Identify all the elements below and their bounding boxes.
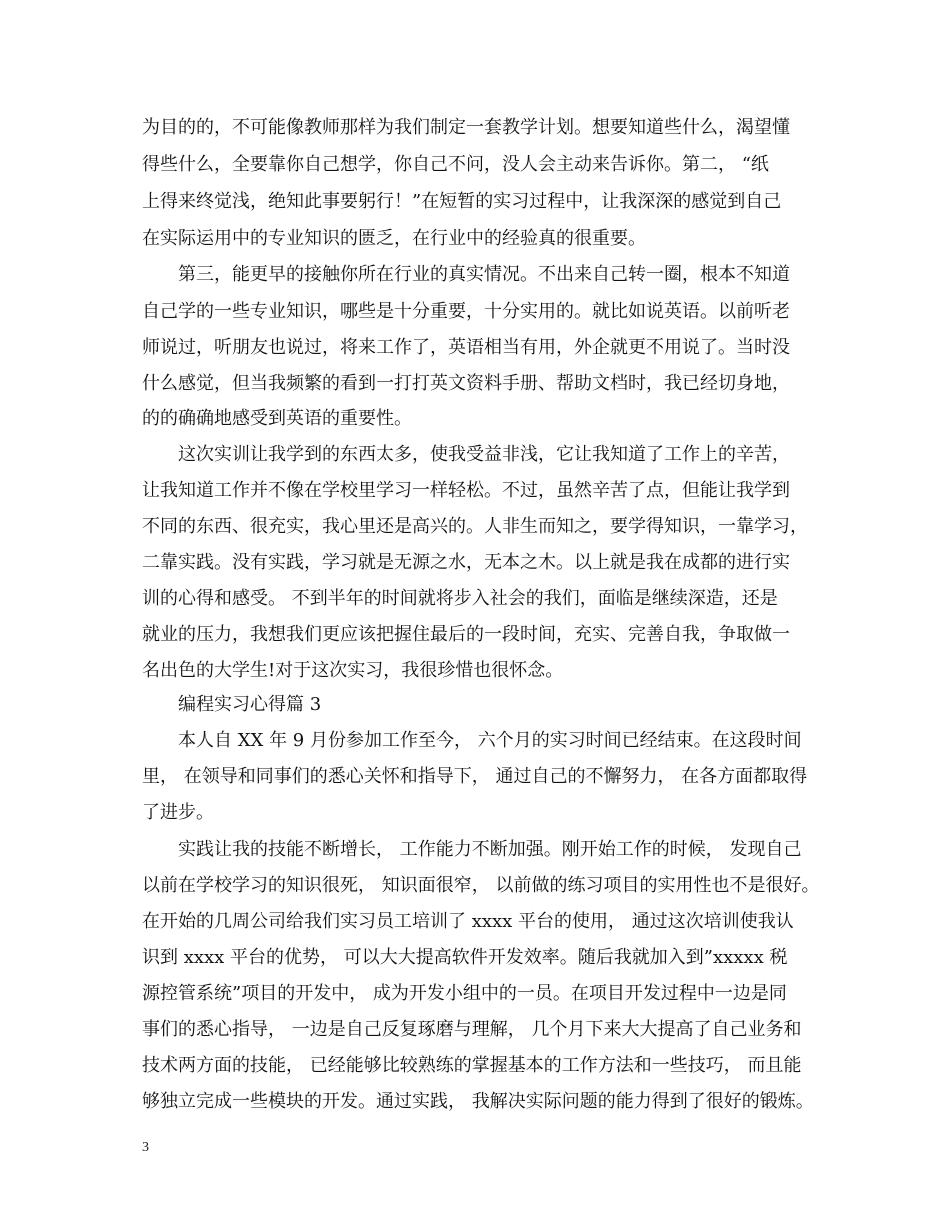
text-line: 在开始的几周公司给我们实习员工培训了 xxxx 平台的使用， 通过这次培训使我认 (142, 911, 794, 932)
text-line: 了进步。 (142, 802, 214, 823)
text-line: 实践让我的技能不断增长， 工作能力不断加强。刚开始工作的时候， 发现自己 (178, 839, 802, 860)
text-line: 训的心得和感受。 不到半年的时间就将步入社会的我们，面临是继续深造，还是 (142, 588, 778, 609)
text-line: 师说过，听朋友也说过，将来工作了，英语相当有用，外企就更不用说了。当时没 (142, 337, 790, 358)
text-line: 里， 在领导和同事们的悉心关怀和指导下， 通过自己的不懈努力， 在各方面都取得 (142, 766, 808, 787)
text-line: 什么感觉，但当我频繁的看到一打打英文资料手册、帮助文档时，我已经切身地， (142, 373, 790, 394)
text-line: 事们的悉心指导， 一边是自己反复琢磨与理解， 几个月下来大大提高了自己业务和 (142, 1019, 802, 1040)
text-line: 识到 xxxx 平台的优势， 可以大大提高软件开发效率。随后我就加入到”xxxxx 税 (142, 947, 788, 968)
text-line: 的的确确地感受到英语的重要性。 (142, 408, 412, 429)
text-line: 二靠实践。没有实践，学习就是无源之水，无本之木。以上就是我在成都的进行实 (142, 552, 790, 573)
text-line: 在实际运用中的专业知识的匮乏，在行业中的经验真的很重要。 (142, 228, 646, 249)
text-line: 够独立完成一些模块的开发。通过实践， 我解决实际问题的能力得到了很好的锻炼。 (142, 1091, 814, 1112)
text-line: 技术两方面的技能， 已经能够比较熟练的掌握基本的工作方法和一些技巧， 而且能 (142, 1055, 802, 1076)
text-line: 这次实训让我学到的东西太多，使我受益非浅，它让我知道了工作上的辛苦， (178, 444, 790, 465)
text-line: 以前在学校学习的知识很死， 知识面很窄， 以前做的练习项目的实用性也不是很好。 (142, 875, 820, 896)
text-line: 自己学的一些专业知识，哪些是十分重要，十分实用的。就比如说英语。以前听老 (142, 301, 790, 322)
text-line: 名出色的大学生!对于这次实习，我很珍惜也很怀念。 (142, 660, 564, 681)
text-line: 第三，能更早的接触你所在行业的真实情况。不出来自己转一圈，根本不知道 (178, 264, 790, 285)
section-heading: 编程实习心得篇 3 (178, 694, 322, 715)
text-line: 不同的东西、很充实，我心里还是高兴的。人非生而知之，要学得知识，一靠学习， (142, 516, 808, 537)
text-line: 得些什么，全要靠你自己想学，你自己不问，没人会主动来告诉你。第二， “纸 (142, 154, 769, 175)
text-line: 就业的压力，我想我们更应该把握住最后的一段时间，充实、完善自我，争取做一 (142, 624, 790, 645)
page-number: 3 (142, 1140, 149, 1155)
text-line: 源控管系统”项目的开发中， 成为开发小组中的一员。在项目开发过程中一边是同 (142, 983, 787, 1004)
text-line: 为目的的，不可能像教师那样为我们制定一套教学计划。想要知道些什么，渴望懂 (142, 117, 790, 138)
text-line: 本人自 XX 年 9 月份参加工作至今， 六个月的实习时间已经结束。在这段时间 (178, 730, 802, 751)
text-line: 让我知道工作并不像在学校里学习一样轻松。不过，虽然辛苦了点，但能让我学到 (142, 480, 790, 501)
text-line: 上得来终觉浅，绝知此事要躬行！”在短暂的实习过程中，让我深深的感觉到自己 (142, 191, 782, 212)
